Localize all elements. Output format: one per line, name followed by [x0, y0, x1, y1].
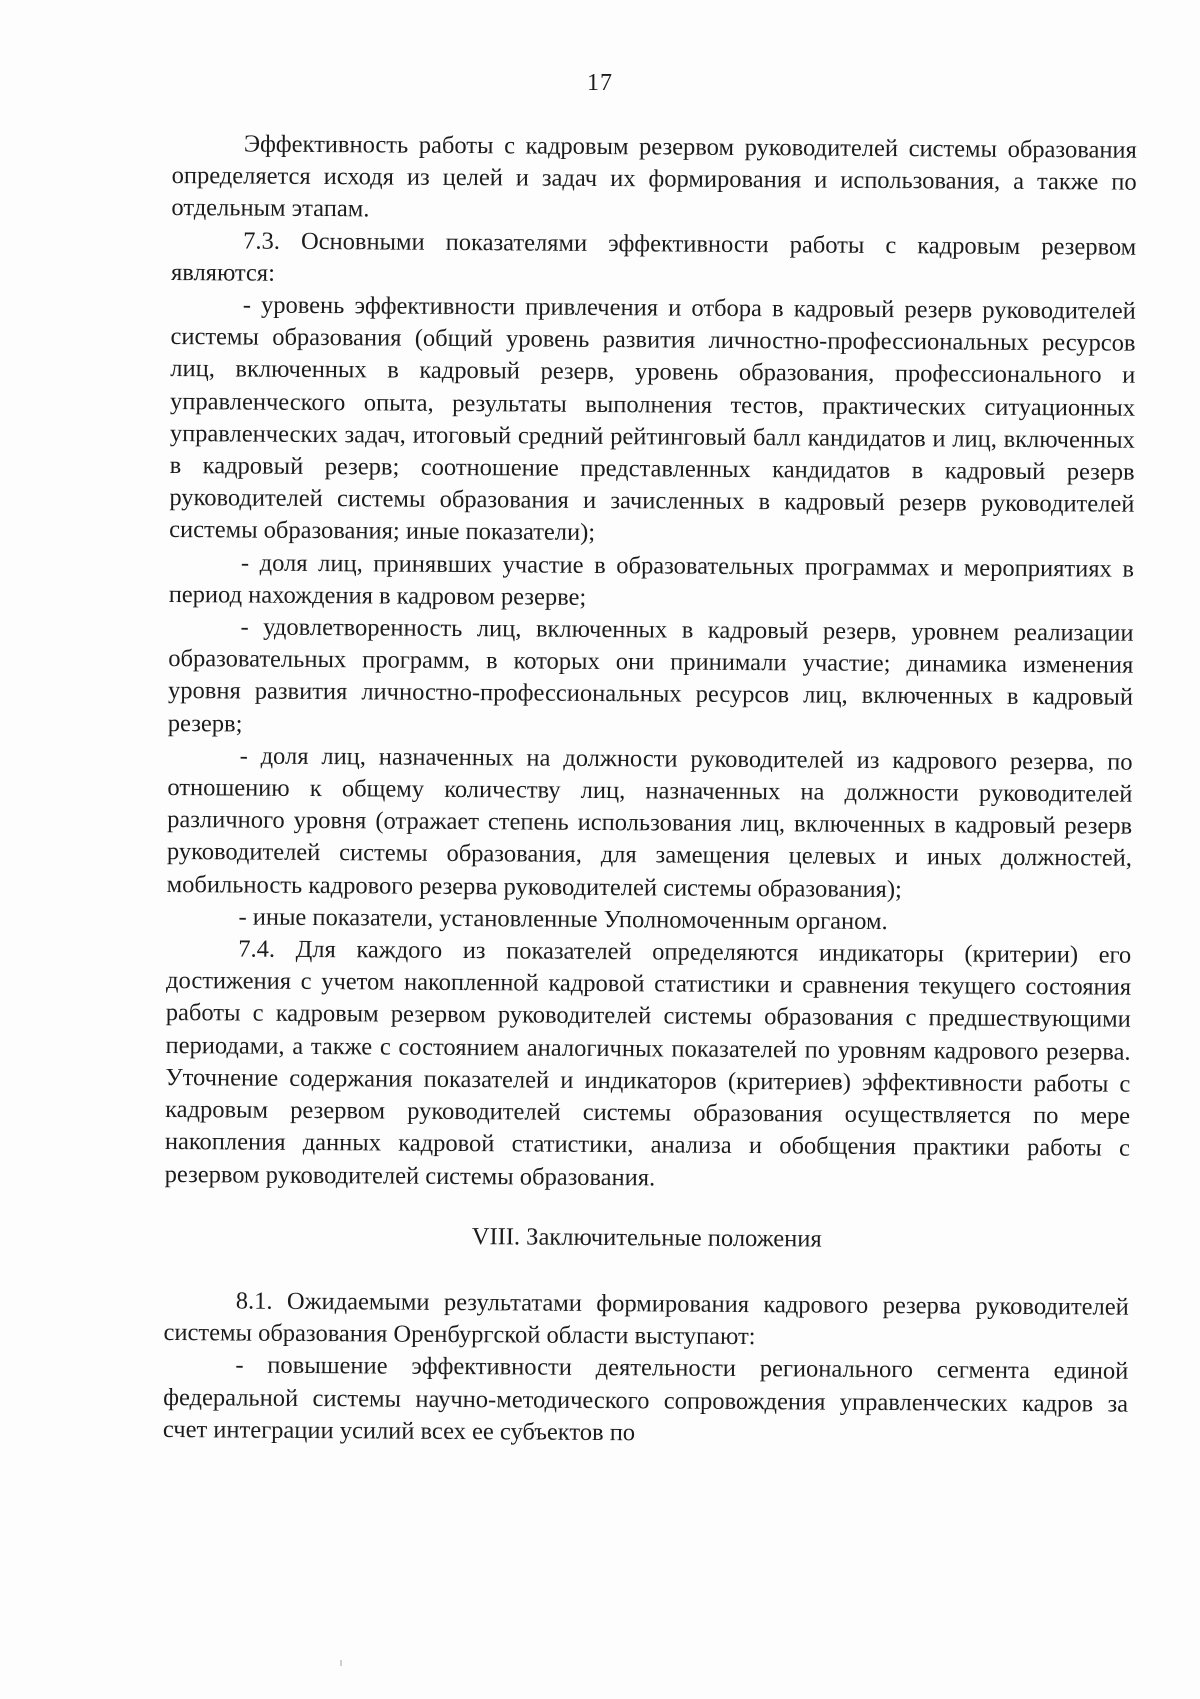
list-item-participation-share: - доля лиц, принявших участие в образовательных программах и мероприятиях в период нахождения в кадровом резерве; — [168, 549, 1135, 611]
list-item-appointed-share: - доля лиц, назначенных на должности руководителей из кадрового резерва, по отношению к общему количеству лиц, назначенных на должности руководителей различного уровня (отражает степень использования лиц, включенных в кадровый резерв руководителей системы образования, для замещения целевых и иных должностей, мобильность кадрового резерва руководителей системы образования); — [166, 742, 1133, 903]
list-item-efficiency-increase: - повышение эффективности деятельности регионального сегмента единой федеральной системы научно-методического сопровождения управленческих кадров за счет интеграции усилий всех ее субъектов по — [162, 1351, 1129, 1446]
scan-mark — [340, 1660, 342, 1666]
document-body — [163, 128, 1137, 1453]
list-item-other-indicators: - иные показатели, установленные Уполномоченным органом. — [238, 903, 888, 935]
paragraph-7-4: 7.4. Для каждого из показателей определяются индикаторы (критерии) его достижения с учетом накопленной кадровой статистики и сравнения текущего состояния работы с кадровым резервом руководителей системы образования с предшествующими периодами, а также с состоянием аналогичных показателей по уровням кадрового резерва. Уточнение содержания показателей и индикаторов (критериев) эффективности работы с кадровым резервом руководителей системы образования осуществляется по мере накопления данных кадровой статистики, анализа и обобщения практики работы с резервом руководителей системы образования. — [164, 935, 1132, 1191]
section-heading: VIII. Заключительные положения — [471, 1222, 822, 1253]
paragraph-7-3: 7.3. Основными показателями эффективности работы с кадровым резервом являются: — [170, 227, 1137, 287]
list-item-satisfaction: - удовлетворенность лиц, включенных в кадровый резерв, уровнем реализации образовательных программ, в которых они принимали участие; динамика изменения уровня развития личностно-профессиональных ресурсов лиц, включенных в кадровый резерв; — [167, 613, 1134, 738]
paragraph-8-1: 8.1. Ожидаемыми результатами формирования кадрового резерва руководителей системы образования Оренбургской области выступают: — [163, 1287, 1129, 1351]
page-number: 17 — [587, 70, 613, 96]
list-item-attraction-level: - уровень эффективности привлечения и отбора в кадровый резерв руководителей системы образования (общий уровень развития личностно-профессиональных ресурсов лиц, включенных в кадровый резерв, уровень образования, профессионального и управленческого опыта, результаты выполнения тестов, практических ситуационных управленческих задач, итоговый средний рейтинговый балл кандидатов и лиц, включенных в кадровый резерв; соотношение представленных кандидатов в кадровый резерв руководителей системы образования и зачисленных в кадровый резерв руководителей системы образования; иные показатели); — [169, 291, 1136, 547]
paragraph-efficiency-intro: Эффективность работы с кадровым резервом руководителей системы образования определяется исходя из целей и задач их формирования и использования, а также по отдельным этапам. — [171, 130, 1137, 223]
